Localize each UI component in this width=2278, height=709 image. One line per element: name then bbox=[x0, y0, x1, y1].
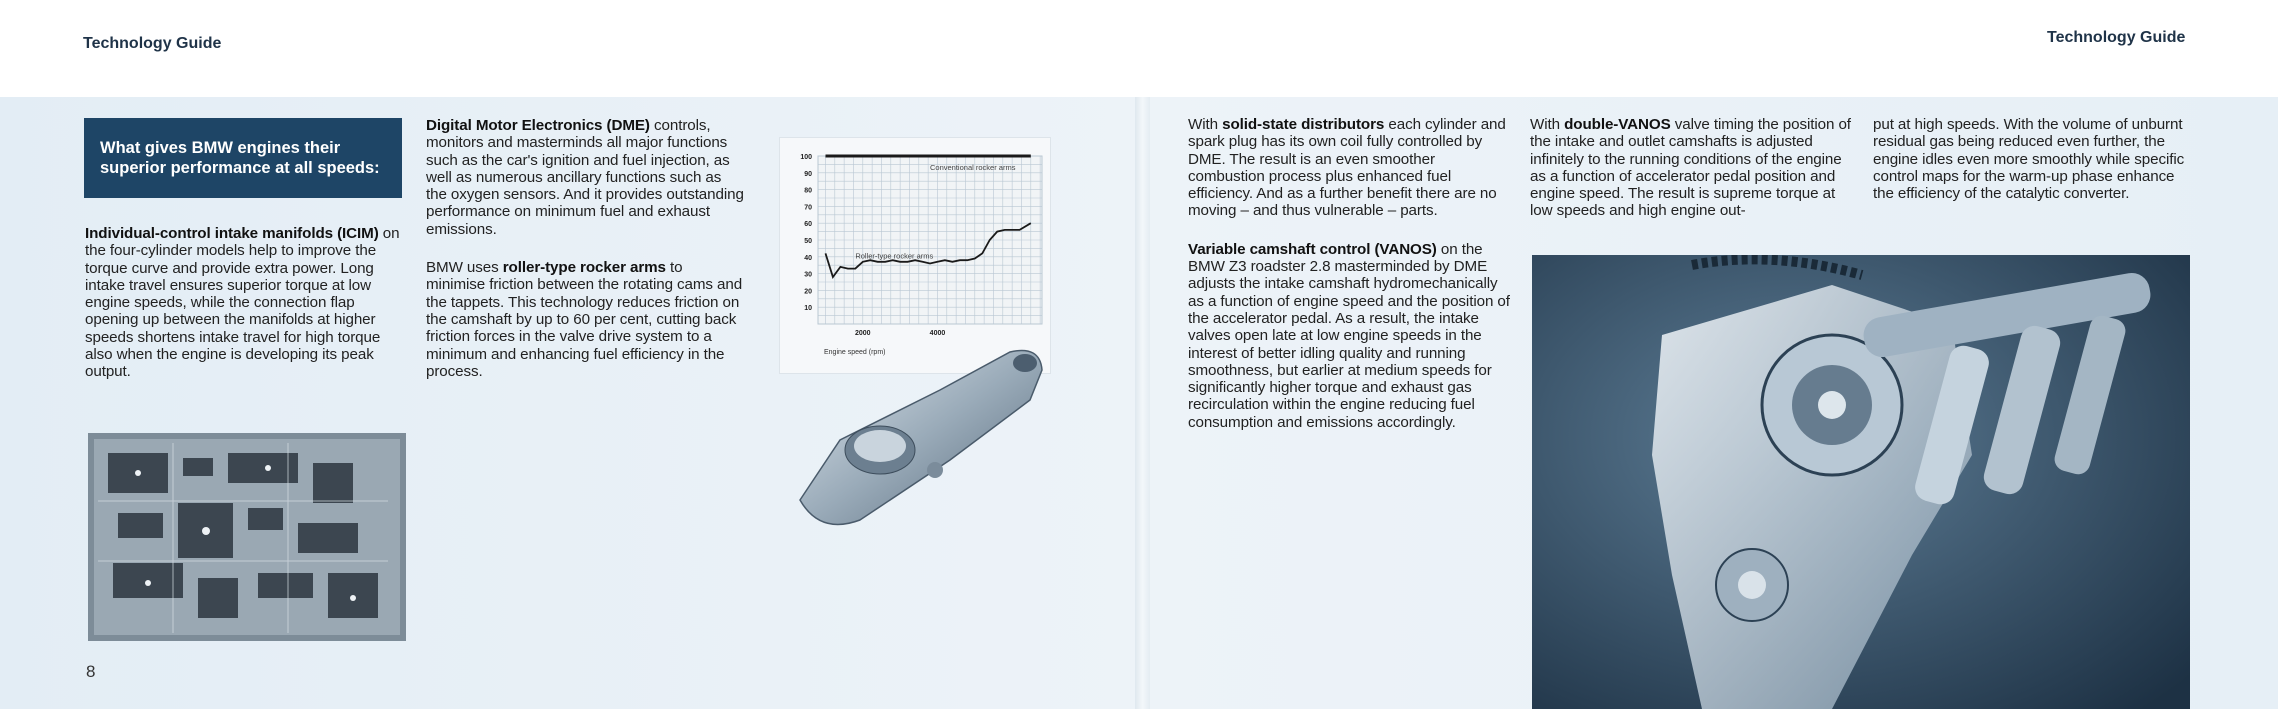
column-continuation bbox=[1873, 116, 2193, 223]
chart-y-tick-label: 30 bbox=[804, 271, 812, 279]
continuation-paragraph: put at high speeds. With the volume of unburnt residual gas being reduced even further, the engine idles even more smoothly while specific control maps for the warm-up phase enhance the efficiency of the catalytic converter. bbox=[1873, 116, 2185, 203]
chart-y-tick-label: 80 bbox=[804, 187, 812, 195]
double-vanos-heading: double-VANOS bbox=[1564, 116, 1671, 133]
chart-y-tick-label: 40 bbox=[804, 254, 812, 262]
distributors-paragraph bbox=[1188, 116, 1513, 220]
callout-box bbox=[84, 118, 402, 198]
double-vanos-pre: With bbox=[1530, 116, 1565, 133]
rocker-arm-photo bbox=[780, 330, 1080, 540]
double-vanos-engine-photo bbox=[1532, 255, 2190, 709]
chart-x-axis-label: Engine speed (rpm) bbox=[824, 349, 886, 356]
vanos-heading: Variable camshaft control (VANOS) bbox=[1188, 240, 1437, 258]
distributors-heading: solid-state distributors bbox=[1222, 116, 1385, 133]
chart-x-tick-label: 4000 bbox=[929, 330, 946, 337]
chart-y-tick-label: 60 bbox=[804, 221, 812, 229]
rocker-heading: roller-type rocker arms bbox=[502, 259, 666, 277]
callout-line-2: superior performance at all speeds: bbox=[100, 159, 380, 177]
left-page-header: Technology Guide bbox=[83, 35, 222, 52]
column-dme bbox=[426, 117, 744, 401]
series-roller-label: Roller-type rocker arms bbox=[855, 251, 934, 261]
right-page-header: Technology Guide bbox=[2047, 29, 2186, 46]
rocker-pre: BMW uses bbox=[426, 259, 503, 277]
chart-y-tick-label: 90 bbox=[804, 170, 812, 178]
series-conventional-label: Conventional rocker arms bbox=[930, 163, 1016, 172]
distributors-pre: With bbox=[1188, 116, 1223, 133]
page-number: 8 bbox=[86, 662, 96, 681]
chart-y-tick-label: 50 bbox=[804, 238, 812, 245]
icim-body: on the four-cylinder models help to improve the torque curve and provide extra power. Long intake travel ensures superior torque at low engine speeds, while the connection flap opening up between the manifolds at higher speeds shortens intake travel for high torque also when the engine is developing its peak output. bbox=[85, 225, 400, 381]
dme-paragraph bbox=[426, 117, 744, 238]
page-gutter bbox=[1135, 97, 1150, 709]
rocker-body: to minimise friction between the rotating cams and the tappets. This technology reduces friction on the camshaft by up to 60 per cent, cutting back friction forces in the valve drive system to a minimum and enhancing fuel efficiency in the process. bbox=[426, 259, 743, 380]
icim-paragraph bbox=[85, 225, 405, 381]
rocker-paragraph bbox=[426, 259, 744, 380]
vanos-paragraph bbox=[1188, 241, 1513, 431]
column-icim bbox=[85, 225, 405, 402]
icim-heading: Individual-control intake manifolds (ICIM) bbox=[85, 225, 379, 242]
chart-y-tick-label: 20 bbox=[804, 288, 812, 296]
dme-body: controls, monitors and masterminds all major functions such as the car's ignition and fuel injection, as well as numerous ancillary functions such as the oxygen sensors. And it provides outstanding performance on minimum fuel and exhaust emissions. bbox=[426, 117, 744, 238]
double-vanos-body: valve timing the position of the intake and outlet camshafts is adjusted infinitely to the running conditions of the engine as a function of accelerator pedal position and engine speed. The result is supreme torque at low speeds and high engine out- bbox=[1530, 116, 1851, 220]
chart-x-tick-label: 2000 bbox=[855, 330, 871, 337]
double-vanos-paragraph bbox=[1530, 116, 1855, 220]
column-double-vanos bbox=[1530, 116, 1855, 241]
circuit-board-photo bbox=[88, 433, 406, 641]
chart-y-tick-label: 10 bbox=[804, 305, 812, 313]
column-distributors bbox=[1188, 116, 1513, 452]
distributors-body: each cylinder and spark plug has its own coil fully controlled by DME. The result is an even smoother combustion process plus enhanced fuel efficiency. And as a further benefit there are no moving – and thus vulnerable – parts. bbox=[1188, 116, 1506, 220]
chart-y-tick-label: 100 bbox=[800, 154, 812, 161]
chart-y-tick-label: 70 bbox=[804, 204, 812, 212]
vanos-body: on the BMW Z3 roadster 2.8 masterminded by DME adjusts the intake camshaft hydromechanically as a function of engine speed and the position of the accelerator pedal. As a result, the intake valves open late at low engine speeds in the interest of better idling quality and running smoothness, but earlier at medium speeds for significantly higher torque and exhaust gas recirculation within the engine reducing fuel consumption and emissions accordingly. bbox=[1188, 240, 1510, 431]
callout-line-1: What gives BMW engines their bbox=[100, 139, 341, 157]
dme-heading: Digital Motor Electronics (DME) bbox=[426, 117, 650, 134]
